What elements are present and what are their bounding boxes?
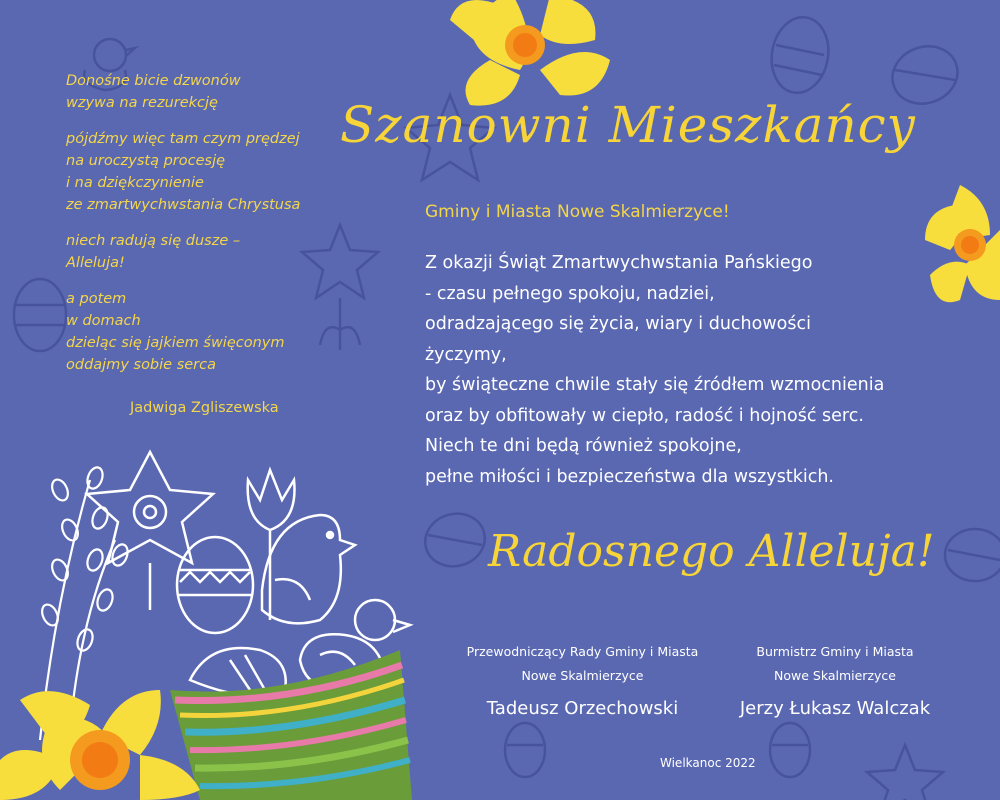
closing-greeting: Radosnego Alleluja! bbox=[488, 526, 935, 577]
poem-line: Donośne bicie dzwonów bbox=[66, 73, 241, 89]
tulip-icon bbox=[248, 470, 295, 620]
hen-icon bbox=[262, 515, 355, 623]
greeting-line: - czasu pełnego spokoju, nadziei, bbox=[425, 283, 715, 304]
greeting-text bbox=[425, 248, 945, 492]
poem-line: i na dziękczynienie bbox=[66, 175, 204, 191]
page-title: Szanowni Mieszkańcy bbox=[340, 96, 916, 154]
poem-author: Jadwiga Zgliszewska bbox=[130, 400, 279, 416]
greeting-line: życzymy, bbox=[425, 344, 507, 365]
signature-name: Jerzy Łukasz Walczak bbox=[739, 698, 931, 719]
poem-line: ze zmartwychwstania Chrystusa bbox=[66, 197, 301, 213]
poem-stanza bbox=[66, 230, 356, 274]
greeting-line: oraz by obfitowały w ciepło, radość i hojność serc. bbox=[425, 405, 864, 426]
decorated-egg-icon bbox=[177, 537, 253, 633]
egg-outline-icon bbox=[766, 13, 834, 98]
signature-role: Nowe Skalmierzyce bbox=[521, 668, 644, 683]
poem bbox=[66, 70, 356, 390]
egg-outline-icon bbox=[14, 279, 66, 351]
poem-line: w domach bbox=[66, 313, 141, 329]
daffodil-icon bbox=[0, 690, 200, 800]
poem-line: pójdźmy więc tam czym prędzej bbox=[66, 131, 300, 147]
poem-line: oddajmy sobie serca bbox=[66, 357, 216, 373]
poem-line: dzieląc się jajkiem święconym bbox=[66, 335, 285, 351]
signature-role: Przewodniczący Rady Gminy i Miasta bbox=[466, 644, 699, 659]
poem-line: a potem bbox=[66, 291, 127, 307]
daffodil-icon bbox=[450, 0, 610, 106]
egg-outline-icon bbox=[770, 723, 810, 777]
greeting-line: by świąteczne chwile stały się źródłem wzmocnienia bbox=[425, 375, 885, 395]
footer-date: Wielkanoc 2022 bbox=[660, 756, 756, 770]
poem-line: wzywa na rezurekcję bbox=[66, 95, 218, 111]
basket-icon bbox=[170, 650, 412, 800]
poem-stanza bbox=[66, 70, 356, 114]
signature-role: Burmistrz Gminy i Miasta bbox=[756, 644, 914, 659]
egg-outline-icon bbox=[505, 723, 545, 777]
page-subtitle: Gminy i Miasta Nowe Skalmierzyce! bbox=[425, 202, 730, 222]
greeting-line: Z okazji Świąt Zmartwychwstania Pańskiego bbox=[425, 253, 813, 273]
signature-name: Tadeusz Orzechowski bbox=[486, 698, 679, 719]
star-flower-icon bbox=[87, 452, 213, 610]
egg-outline-icon bbox=[419, 507, 490, 573]
poem-stanza bbox=[66, 288, 356, 376]
egg-outline-icon bbox=[945, 529, 1000, 581]
star-outline-icon bbox=[867, 745, 943, 800]
greeting-line: pełne miłości i bezpieczeństwa dla wszystkich. bbox=[425, 466, 834, 487]
signature-left bbox=[450, 640, 715, 719]
signature-role: Nowe Skalmierzyce bbox=[774, 668, 896, 683]
poem-line: Alleluja! bbox=[66, 255, 125, 271]
greeting-line: odradzającego się życia, wiary i duchowości bbox=[425, 314, 811, 334]
poem-line: na uroczystą procesję bbox=[66, 153, 226, 169]
poem-line: niech radują się dusze – bbox=[66, 233, 241, 249]
greeting-line: Niech te dni będą również spokojne, bbox=[425, 436, 742, 456]
signature-right bbox=[720, 640, 950, 719]
poem-stanza bbox=[66, 128, 356, 216]
